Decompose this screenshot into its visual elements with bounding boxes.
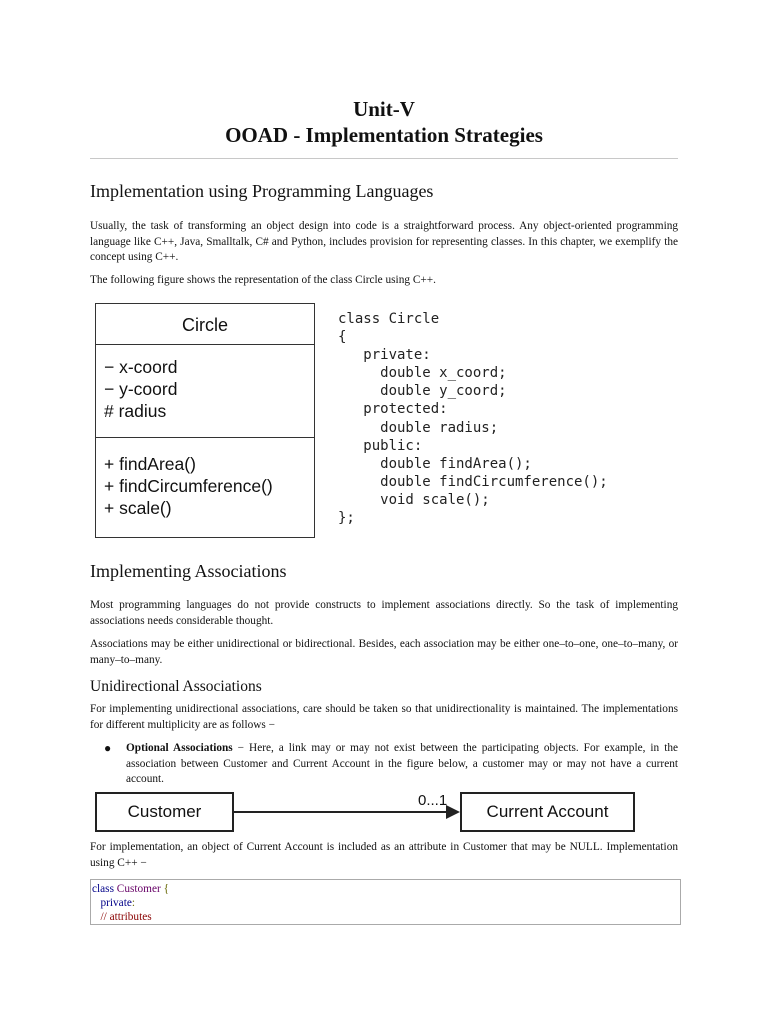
code-line: {	[338, 329, 347, 346]
uml-operation: + findCircumference()	[104, 476, 273, 496]
code-line: public:	[338, 437, 423, 454]
keyword-class: class	[92, 883, 114, 895]
code-line: private:	[338, 347, 431, 364]
code-line: double findCircumference();	[338, 473, 608, 490]
section-heading-unidirectional: Unidirectional Associations	[90, 678, 262, 695]
uml-class-diagram-circle	[95, 303, 315, 538]
paragraph-unidirectional: For implementing unidirectional associations, care should be taken so that unidirectionality is maintained. The implementations for different multiplicity are as follows −	[90, 703, 678, 731]
bullet-icon: ●	[104, 741, 112, 755]
comment-attributes: // attributes	[100, 911, 152, 923]
circle-cpp-code-figure	[338, 310, 608, 527]
uml-attribute: − x-coord	[104, 357, 178, 377]
arrowhead-icon	[446, 805, 460, 819]
unit-title: Unit-V	[353, 97, 415, 121]
title-divider	[90, 158, 678, 159]
page-title: OOAD - Implementation Strategies	[225, 123, 543, 147]
uml-attributes	[96, 344, 314, 438]
code-line: double y_coord;	[338, 383, 507, 400]
paragraph-intro: Usually, the task of transforming an object design into code is a straightforward process. Any object-oriented programming language like C++, Java, Smalltalk, C# and Python, includes provision for representing classes. In this chapter, we exemplify the concept using C++.	[90, 220, 678, 263]
bullet-description: − Here, a link may or may not exist between the participating objects. For example, in the association between Customer and Current Account in the figure below, a customer may or may not have a current account.	[126, 742, 678, 785]
code-snippet-customer	[90, 879, 681, 925]
paragraph-associations-1: Most programming languages do not provide constructs to implement associations directly. So the task of implementing associations needs considerable thought.	[90, 599, 678, 627]
code-line: double radius;	[338, 419, 499, 436]
brace: {	[163, 883, 169, 895]
code-line: double x_coord;	[338, 365, 507, 382]
uml-operations	[96, 438, 314, 519]
uml-operation: + findArea()	[104, 454, 196, 474]
code-line: class Circle	[338, 311, 440, 327]
code-line-2	[92, 896, 680, 910]
uml-class-customer: Customer	[95, 792, 234, 832]
section-heading-languages: Implementation using Programming Languages	[90, 181, 434, 201]
paragraph-associations-2: Associations may be either unidirectional or bidirectional. Besides, each association may be either one–to–one, one–to–many, or many–to–many.	[90, 638, 678, 666]
code-line-3	[92, 910, 680, 924]
paragraph-figure-caption: The following figure shows the representation of the class Circle using C++.	[90, 274, 436, 286]
association-line	[234, 811, 450, 813]
bullet-term: Optional Associations	[126, 742, 233, 754]
code-line: double findArea();	[338, 455, 532, 472]
multiplicity-label: 0...1	[418, 792, 448, 809]
uml-operation: + scale()	[104, 498, 172, 518]
type-customer: Customer	[116, 883, 161, 895]
code-line: void scale();	[338, 491, 490, 508]
code-line-1	[92, 882, 680, 896]
uml-attribute: − y-coord	[104, 379, 178, 399]
section-heading-associations: Implementing Associations	[90, 561, 287, 581]
code-line: protected:	[338, 401, 448, 418]
uml-attribute: # radius	[104, 401, 167, 421]
uml-class-current-account: Current Account	[460, 792, 635, 832]
bullet-optional-associations	[126, 741, 678, 788]
uml-class-name: Circle	[96, 304, 314, 345]
keyword-private: private	[100, 897, 132, 909]
paragraph-implementation: For implementation, an object of Current Account is included as an attribute in Customer that may be NULL. Implementation using C++ −	[90, 841, 678, 869]
colon: :	[131, 897, 135, 909]
code-line: };	[338, 510, 355, 527]
